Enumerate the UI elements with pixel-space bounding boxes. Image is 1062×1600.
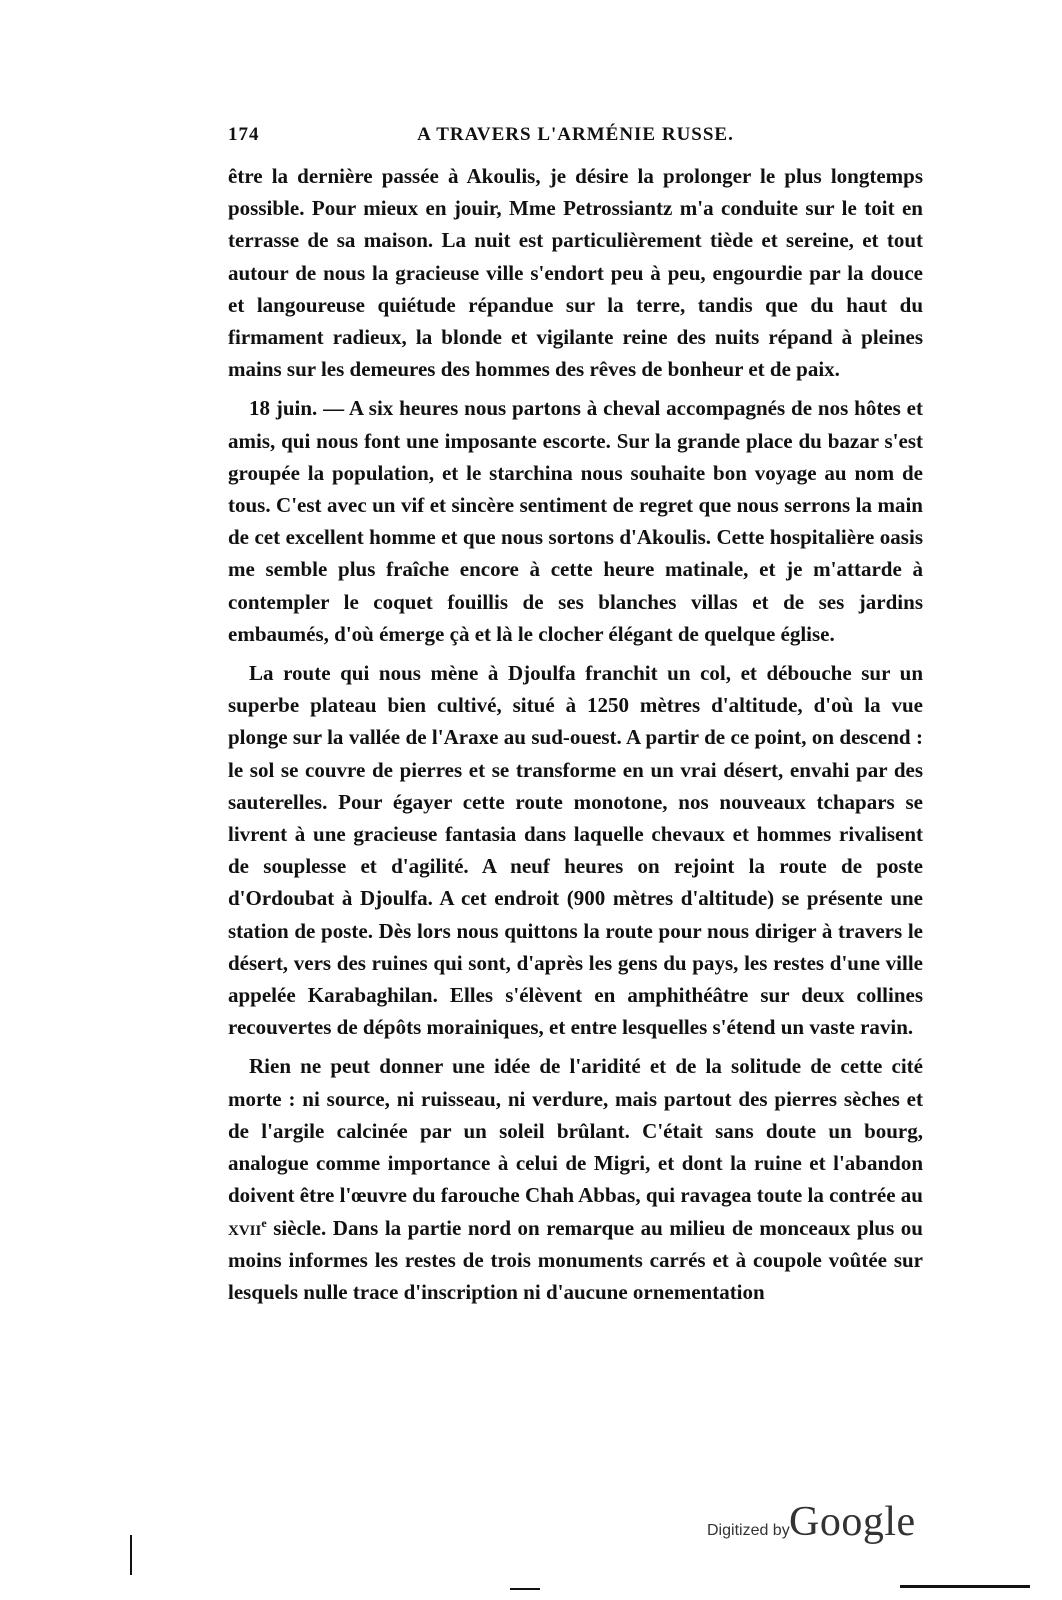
paragraph-4-part-1: Rien ne peut donner une idée de l'aridité et de la solitude de cette cité morte : ni source, ni ruisseau, ni verdure, mais partout des pierres sèches et de l'argile calcinée par un soleil brûlant. C'était sans doute un bourg, analogue comme importance à celui de Migri, et dont la ruine et l'abandon doivent être l'œuvre du farouche Chah Abbas, qui ravagea toute la contrée au — [228, 1054, 923, 1208]
scan-edge-mark-bottom-center — [510, 1588, 540, 1590]
running-head — [228, 124, 923, 150]
body-text — [228, 160, 923, 1315]
paragraph-2: 18 juin. — A six heures nous partons à cheval accompagnés de nos hôtes et amis, qui nous font une imposante escorte. Sur la grande place du bazar s'est groupée la population, et le starchina nous souhaite bon voyage au nom de tous. C'est avec un vif et sincère sentiment de regret que nous serrons la main de cet excellent homme et que nous sortons d'Akoulis. Cette hospitalière oasis me semble plus fraîche encore à cette heure matinale, et je m'attarde à contempler le coquet fouillis de ses blanches villas et de ses jardins embaumés, d'où émerge çà et là le clocher élégant de quelque église. — [228, 396, 923, 646]
scan-edge-mark-left — [130, 1535, 132, 1575]
century-suffix: e — [261, 1215, 267, 1230]
running-title: A TRAVERS L'ARMÉNIE RUSSE. — [417, 124, 734, 145]
watermark-prefix: Digitized by — [707, 1522, 790, 1539]
paragraph-3: La route qui nous mène à Djoulfa franchit un col, et débouche sur un superbe plateau bien cultivé, situé à 1250 mètres d'altitude, d'où la vue plonge sur la vallée de l'Araxe au sud-ouest. A partir de ce point, on descend : le sol se couvre de pierres et se transforme en un vrai désert, envahi par des sauterelles. Pour égayer cette route monotone, nos nouveaux tchapars se livrent à une gracieuse fantasia dans laquelle chevaux et hommes rivalisent de souplesse et d'agilité. A neuf heures on rejoint la route de poste d'Ordoubat à Djoulfa. A cet endroit (900 mètres d'altitude) se présente une station de poste. Dès lors nous quittons la route pour nous diriger à travers le désert, vers des ruines qui sont, d'après les gens du pays, les restes d'une ville appelée Karabaghilan. Elles s'élèvent en amphithéâtre sur deux collines recouvertes de dépôts morainiques, et entre lesquelles s'étend un vaste ravin. — [228, 661, 923, 1040]
page-number: 174 — [228, 124, 260, 145]
google-logo: Google — [789, 1499, 916, 1545]
digitized-by-watermark — [707, 1498, 927, 1558]
paragraph-4 — [228, 1050, 923, 1308]
paragraph-4-part-2: siècle. Dans la partie nord on remarque au milieu de monceaux plus ou moins informes les restes de trois monuments carrés et à coupole voûtée sur lesquels nulle trace d'inscription ni d'aucune ornementation — [228, 1215, 923, 1304]
century-numeral: xvii — [228, 1215, 262, 1240]
scan-edge-mark-bottom-right — [900, 1585, 1030, 1588]
paragraph-1: être la dernière passée à Akoulis, je désire la prolonger le plus longtemps possible. Pour mieux en jouir, Mme Petrossiantz m'a conduite sur le toit en terrasse de sa maison. La nuit est particulièrement tiède et sereine, et tout autour de nous la gracieuse ville s'endort peu à peu, engourdie par la douce et langoureuse quiétude répandue sur la terre, tandis que du haut du firmament radieux, la blonde et vigilante reine des nuits répand à pleines mains sur les demeures des hommes des rêves de bonheur et de paix. — [228, 164, 923, 382]
